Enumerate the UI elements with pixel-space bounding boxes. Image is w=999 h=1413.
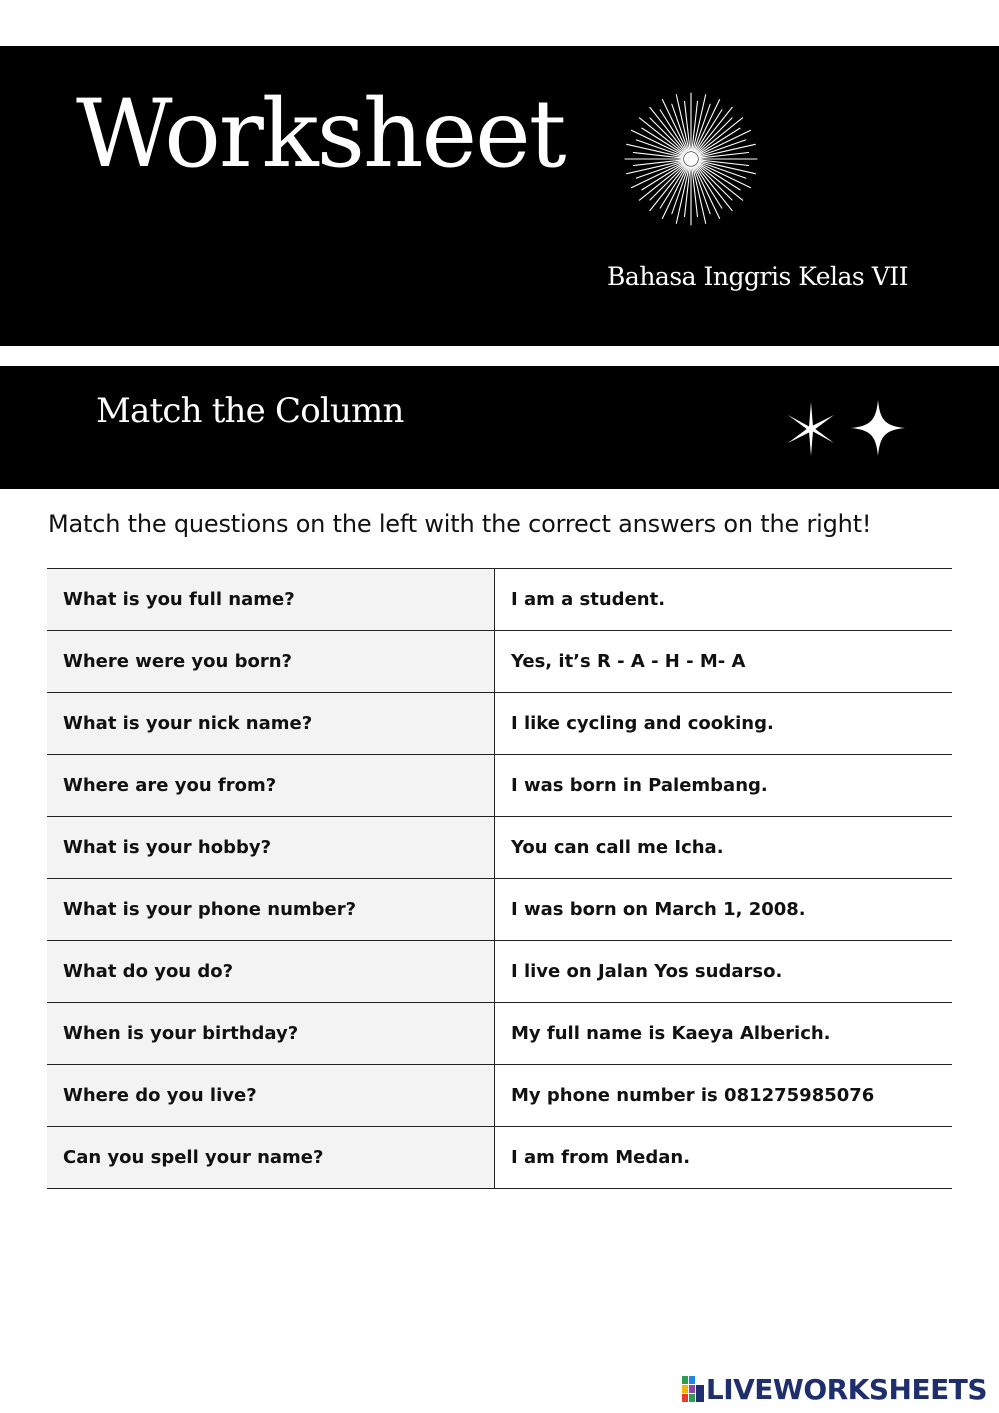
six-point-sparkle-icon xyxy=(784,402,838,456)
question-cell: What is your nick name? xyxy=(47,693,495,755)
question-cell: What is your phone number? xyxy=(47,879,495,941)
table-row xyxy=(47,879,952,941)
instructions-text: Match the questions on the left with the correct answers on the right! xyxy=(48,510,872,538)
table-row xyxy=(47,817,952,879)
brand-name: LIVEWORKSHEETS xyxy=(705,1372,987,1406)
answer-cell[interactable]: My phone number is 081275985076 xyxy=(495,1065,953,1127)
table-row xyxy=(47,631,952,693)
answer-cell[interactable]: I am from Medan. xyxy=(495,1127,953,1189)
starburst-icon xyxy=(624,92,758,226)
page-title: Worksheet xyxy=(76,80,565,189)
question-cell: What do you do? xyxy=(47,941,495,1003)
answer-cell[interactable]: Yes, it’s R - A - H - M- A xyxy=(495,631,953,693)
answer-cell[interactable]: I live on Jalan Yos sudarso. xyxy=(495,941,953,1003)
table-row xyxy=(47,1065,952,1127)
question-cell: Can you spell your name? xyxy=(47,1127,495,1189)
question-cell: Where are you from? xyxy=(47,755,495,817)
question-cell: What is you full name? xyxy=(47,569,495,631)
answer-cell[interactable]: I was born on March 1, 2008. xyxy=(495,879,953,941)
answer-cell[interactable]: I like cycling and cooking. xyxy=(495,693,953,755)
matching-table xyxy=(47,568,952,1189)
question-cell: When is your birthday? xyxy=(47,1003,495,1065)
question-cell: Where do you live? xyxy=(47,1065,495,1127)
question-cell: Where were you born? xyxy=(47,631,495,693)
answer-cell[interactable]: You can call me Icha. xyxy=(495,817,953,879)
page-subtitle: Bahasa Inggris Kelas VII xyxy=(607,262,908,291)
question-cell: What is your hobby? xyxy=(47,817,495,879)
answer-cell[interactable]: My full name is Kaeya Alberich. xyxy=(495,1003,953,1065)
liveworksheets-logo-icon xyxy=(682,1376,704,1402)
section-title: Match the Column xyxy=(96,391,404,431)
answer-cell[interactable]: I am a student. xyxy=(495,569,953,631)
table-row xyxy=(47,941,952,1003)
table-row xyxy=(47,1003,952,1065)
table-row xyxy=(47,1127,952,1189)
liveworksheets-brand[interactable] xyxy=(682,1372,987,1406)
answer-cell[interactable]: I was born in Palembang. xyxy=(495,755,953,817)
table-row xyxy=(47,755,952,817)
four-point-sparkle-icon xyxy=(851,400,905,456)
table-row xyxy=(47,569,952,631)
table-row xyxy=(47,693,952,755)
